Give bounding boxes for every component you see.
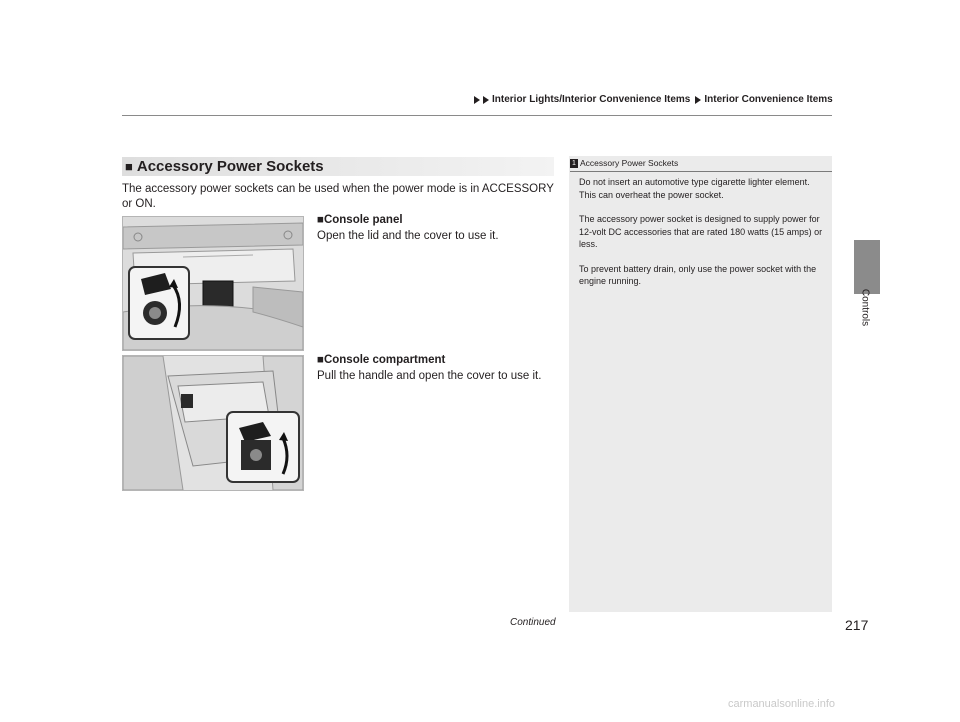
header-rule (122, 115, 832, 116)
console-compartment-text: Pull the handle and open the cover to use it. (317, 370, 542, 382)
square-bullet-icon: ■ (125, 159, 133, 174)
console-panel-block (317, 212, 499, 244)
square-bullet-icon: ■ (317, 214, 324, 226)
section-title: Accessory Power Sockets (136, 158, 324, 175)
arrow-icon (695, 96, 701, 104)
console-panel-image (122, 216, 304, 351)
note-paragraph: To prevent battery drain, only use the power socket with the engine running. (579, 263, 817, 286)
notes-heading (570, 158, 678, 168)
breadcrumb-item[interactable]: Interior Convenience Items (704, 94, 833, 105)
note-paragraph: The accessory power socket is designed to supply power for 12-volt DC accessories that are rated 180 watts (15 amps) or less. (579, 214, 823, 249)
breadcrumb (474, 94, 833, 105)
chapter-label: Controls (859, 288, 871, 327)
console-compartment-heading: Console compartment (323, 354, 446, 366)
notes-body (579, 176, 825, 300)
arrow-icon (474, 96, 480, 104)
notes-title: Accessory Power Sockets (580, 158, 679, 168)
continued-label: Continued (510, 617, 556, 628)
console-compartment-image (122, 355, 304, 491)
section-heading (122, 157, 554, 176)
console-panel-text: Open the lid and the cover to use it. (317, 230, 499, 242)
intro-text: The accessory power sockets can be used when the power mode is in ACCESSORY or ON. (122, 183, 554, 210)
console-panel-heading: Console panel (323, 214, 403, 226)
note-paragraph: Do not insert an automotive type cigarette lighter element. This can overheat the power socket. (579, 177, 810, 200)
watermark: carmanualsonline.info (728, 698, 836, 710)
arrow-icon (483, 96, 489, 104)
breadcrumb-item[interactable]: Interior Lights/Interior Convenience Items (492, 94, 691, 105)
console-compartment-block (317, 352, 541, 384)
page-number: 217 (845, 617, 869, 633)
square-bullet-icon: ■ (317, 354, 324, 366)
notes-rule (570, 171, 832, 172)
note-number-icon: 1 (570, 159, 578, 168)
